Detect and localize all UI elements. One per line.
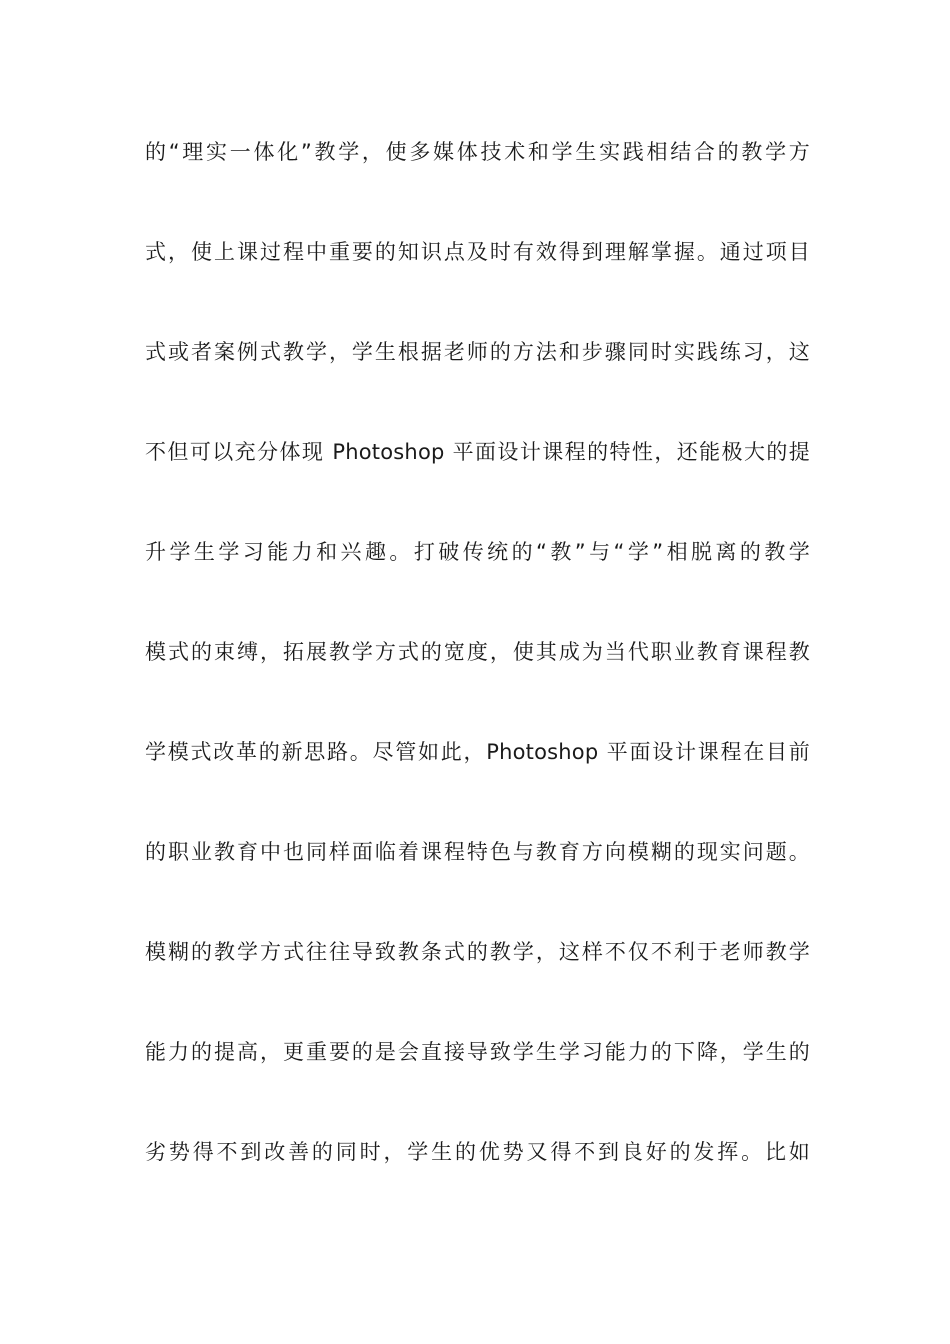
text-line: 模式的束缚，拓展教学方式的宽度，使其成为当代职业教育课程教 <box>145 640 810 664</box>
text-line: 模糊的教学方式往往导致教条式的教学，这样不仅不利于老师教学 <box>145 940 810 964</box>
text-line: 升学生学习能力和兴趣。打破传统的“教”与“学”相脱离的教学 <box>145 540 810 564</box>
text-line: 式或者案例式教学，学生根据老师的方法和步骤同时实践练习，这 <box>145 340 810 364</box>
text-line: 不但可以充分体现 Photoshop 平面设计课程的特性，还能极大的提 <box>145 440 810 464</box>
text-line: 劣势得不到改善的同时，学生的优势又得不到良好的发挥。比如 <box>145 1140 810 1164</box>
text-line: 的职业教育中也同样面临着课程特色与教育方向模糊的现实问题。 <box>145 840 810 864</box>
text-line: 学模式改革的新思路。尽管如此，Photoshop 平面设计课程在目前 <box>145 740 810 764</box>
text-line: 的“理实一体化”教学，使多媒体技术和学生实践相结合的教学方 <box>145 140 810 164</box>
text-line: 能力的提高，更重要的是会直接导致学生学习能力的下降，学生的 <box>145 1040 810 1064</box>
body-paragraph <box>145 127 810 1227</box>
text-line: 式，使上课过程中重要的知识点及时有效得到理解掌握。通过项目 <box>145 240 810 264</box>
